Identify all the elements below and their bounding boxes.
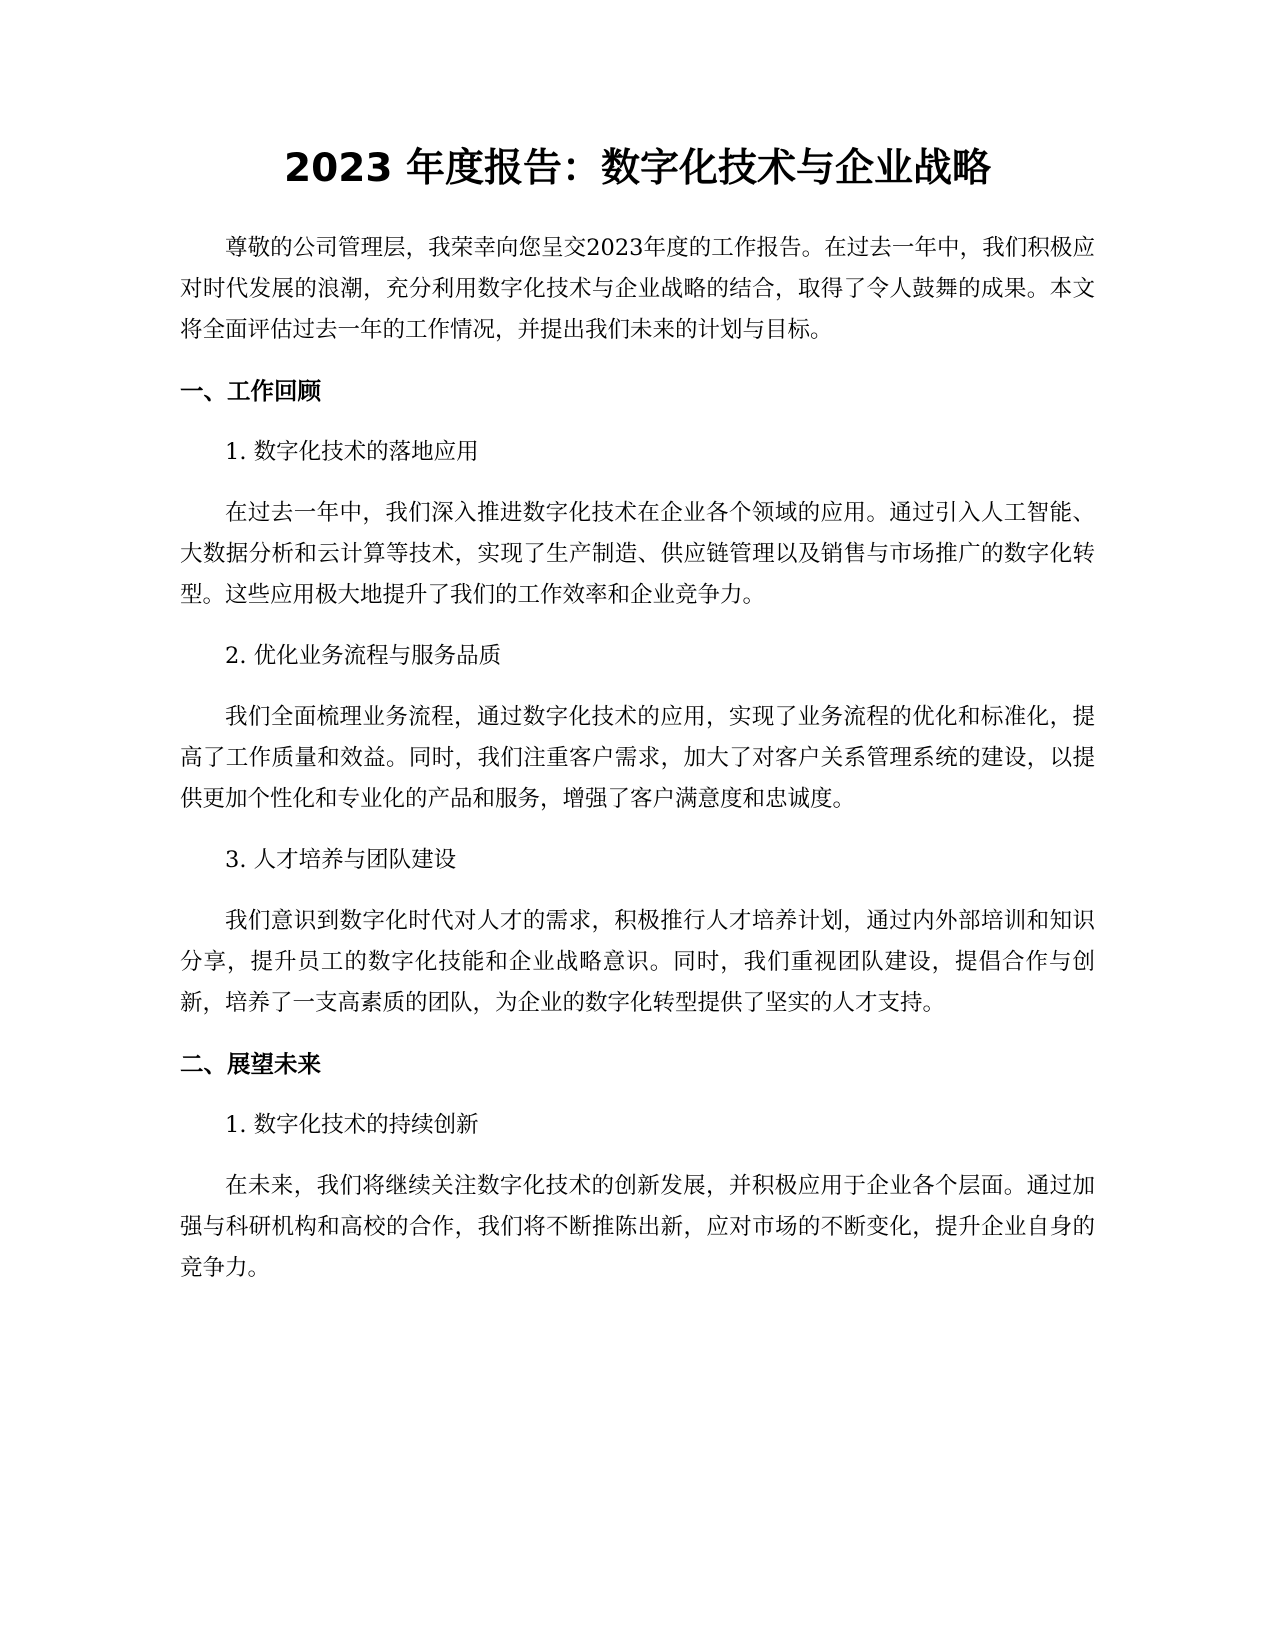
intro-paragraph: 尊敬的公司管理层，我荣幸向您呈交2023年度的工作报告。在过去一年中，我们积极应对时代发展的浪潮，充分利用数字化技术与企业战略的结合，取得了令人鼓舞的成果。本文将全面评估过去一年的工作情况，并提出我们未来的计划与目标。 (180, 235, 1095, 343)
section-heading-outlook: 二、展望未来 (180, 1050, 321, 1078)
subheading-process-optimization: 2. 优化业务流程与服务品质 (225, 643, 502, 669)
document-body (180, 138, 1095, 1309)
subheading-digital-application: 1. 数字化技术的落地应用 (225, 439, 479, 465)
section-heading-review: 一、工作回顾 (180, 377, 321, 405)
paragraph-talent-development: 我们意识到数字化时代对人才的需求，积极推行人才培养计划，通过内外部培训和知识分享，提升员工的数字化技能和企业战略意识。同时，我们重视团队建设，提倡合作与创新，培养了一支高素质的团队，为企业的数字化转型提供了坚实的人才支持。 (180, 908, 1095, 1016)
paragraph-digital-application: 在过去一年中，我们深入推进数字化技术在企业各个领域的应用。通过引入人工智能、大数据分析和云计算等技术，实现了生产制造、供应链管理以及销售与市场推广的数字化转型。这些应用极大地提升了我们的工作效率和企业竞争力。 (180, 500, 1095, 608)
paragraph-process-optimization: 我们全面梳理业务流程，通过数字化技术的应用，实现了业务流程的优化和标准化，提高了工作质量和效益。同时，我们注重客户需求，加大了对客户关系管理系统的建设，以提供更加个性化和专业化的产品和服务，增强了客户满意度和忠诚度。 (180, 704, 1095, 812)
subheading-continuous-innovation: 1. 数字化技术的持续创新 (225, 1112, 479, 1138)
paragraph-continuous-innovation: 在未来，我们将继续关注数字化技术的创新发展，并积极应用于企业各个层面。通过加强与科研机构和高校的合作，我们将不断推陈出新，应对市场的不断变化，提升企业自身的竞争力。 (180, 1173, 1095, 1281)
document-title: 2023 年度报告：数字化技术与企业战略 (283, 146, 992, 191)
subheading-talent-development: 3. 人才培养与团队建设 (225, 847, 457, 873)
